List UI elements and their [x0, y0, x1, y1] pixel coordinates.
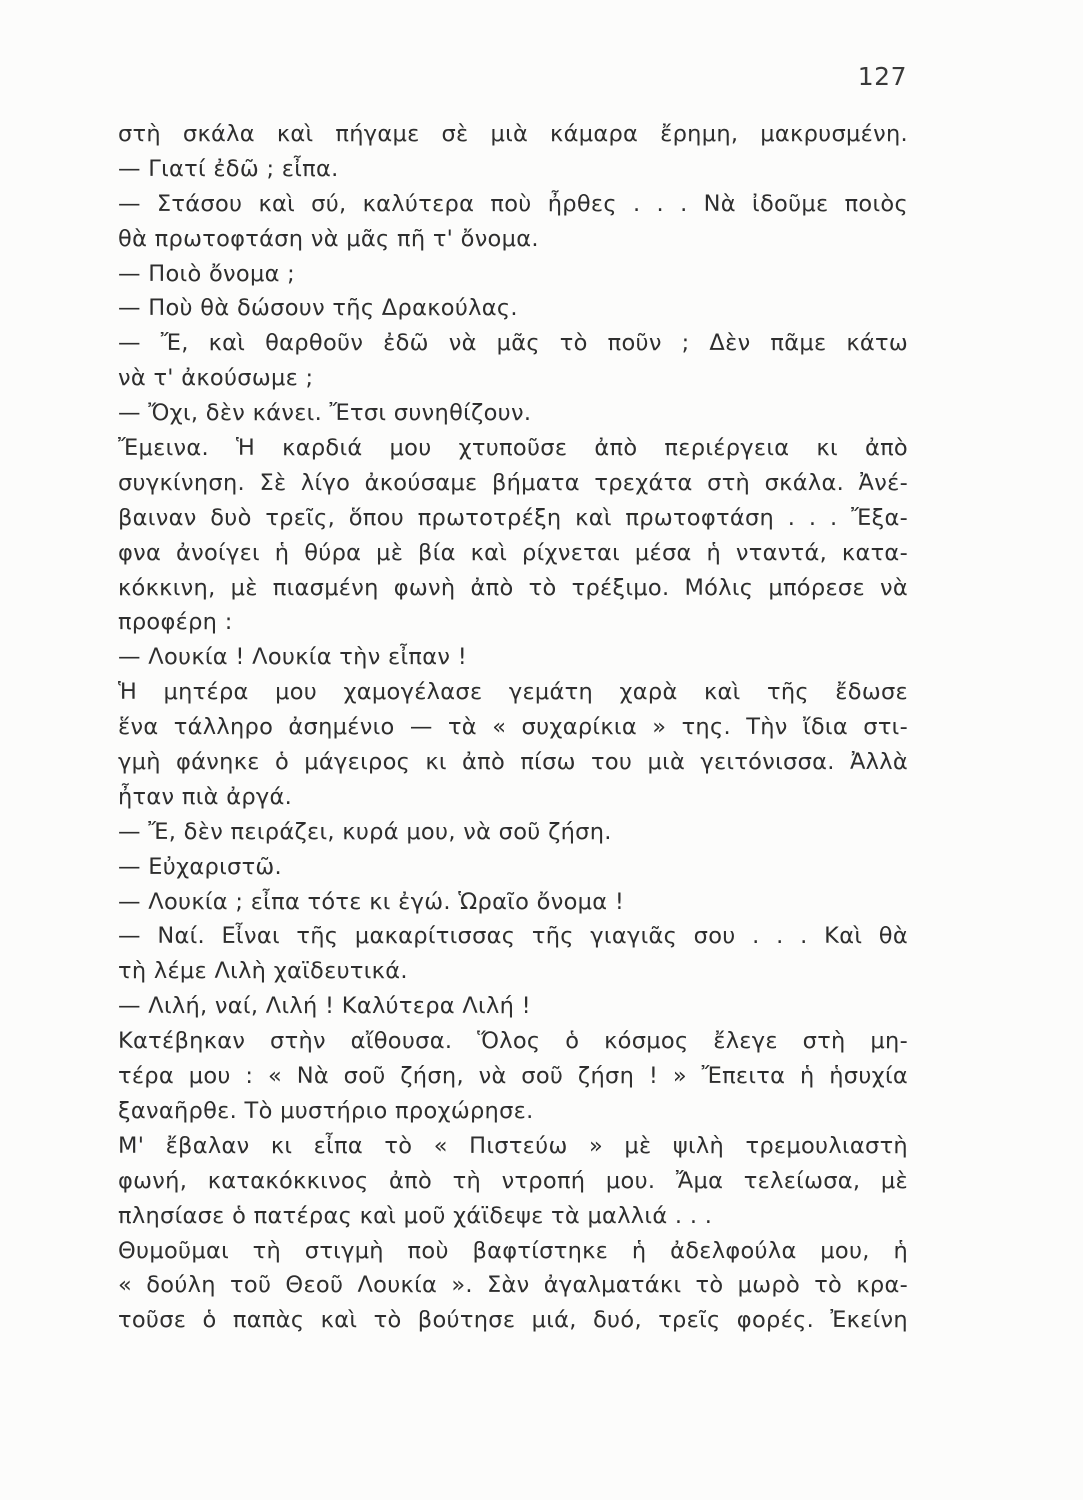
- text-line: — Λουκία ! Λουκία τὴν εἶπαν !: [118, 644, 468, 671]
- text-line: — Ναί. Εἶναι τῆς μακαρίτισσας τῆς γιαγιᾶς σου . . . Καὶ θὰ: [118, 923, 908, 950]
- text-line: στὴ σκάλα καὶ πήγαμε σὲ μιὰ κάμαρα ἔρημη, μακρυσμένη.: [118, 121, 908, 147]
- text-line: φωνή, κατακόκκινος ἀπὸ τὴ ντροπή μου. Ἄμα τελείωσα, μὲ: [118, 1167, 908, 1194]
- text-line: τοῦσε ὁ παπὰς καὶ τὸ βούτησε μιά, δυό, τρεῖς φορές. Ἐκείνη: [118, 1307, 908, 1334]
- text-line: — Εὐχαριστῶ.: [118, 853, 283, 880]
- text-line: — Γιατί ἐδῶ ; εἶπα.: [118, 155, 339, 182]
- text-line: προφέρη :: [118, 609, 233, 636]
- text-line: — Ποιὸ ὄνομα ;: [118, 260, 296, 287]
- text-line: — Ὄχι, δὲν κάνει. Ἔτσι συνηθίζουν.: [118, 400, 532, 427]
- text-line: ἦταν πιὰ ἀργά.: [118, 783, 293, 810]
- text-line: ἕνα τάλληρο ἀσημένιο — τὰ « συχαρίκια » της. Τὴν ἴδια στι-: [118, 714, 908, 741]
- text-line: — Ἔ, δὲν πειράζει, κυρά μου, νὰ σοῦ ζήση.: [118, 818, 612, 845]
- text-line: Κατέβηκαν στὴν αἴθουσα. Ὅλος ὁ κόσμος ἔλεγε στὴ μη-: [118, 1028, 908, 1055]
- text-line: γμὴ φάνηκε ὁ μάγειρος κι ἀπὸ πίσω του μιὰ γειτόνισσα. Ἀλλὰ: [118, 749, 908, 776]
- text-line: — Λιλή, ναί, Λιλή ! Καλύτερα Λιλή !: [118, 993, 531, 1020]
- text-line: — Ἔ, καὶ θαρθοῦν ἐδῶ νὰ μᾶς τὸ ποῦν ; Δὲν πᾶμε κάτω: [118, 330, 908, 357]
- text-line: τέρα μου : « Νὰ σοῦ ζήση, νὰ σοῦ ζήση ! » Ἔπειτα ἡ ἡσυχία: [118, 1063, 908, 1090]
- text-line: — Ποὺ θὰ δώσουν τῆς Δρακούλας.: [118, 295, 518, 322]
- page-number: 127: [857, 62, 907, 91]
- text-line: κόκκινη, μὲ πιασμένη φωνὴ ἀπὸ τὸ τρέξιμο. Μόλις μπόρεσε νὰ: [118, 574, 908, 601]
- text-line: — Στάσου καὶ σύ, καλύτερα ποὺ ἦρθες . . . Νὰ ἰδοῦμε ποιὸς: [118, 190, 908, 217]
- body-text: [118, 117, 908, 1338]
- text-line: « δούλη τοῦ Θεοῦ Λουκία ». Σὰν ἀγαλματάκι τὸ μωρὸ τὸ κρα-: [118, 1272, 908, 1299]
- text-line: συγκίνηση. Σὲ λίγο ἀκούσαμε βήματα τρεχάτα στὴ σκάλα. Ἀνέ-: [118, 469, 908, 496]
- text-line: Θυμοῦμαι τὴ στιγμὴ ποὺ βαφτίστηκε ἡ ἀδελφούλα μου, ἡ: [118, 1237, 908, 1264]
- text-line: ξαναῆρθε. Τὸ μυστήριο προχώρησε.: [118, 1097, 534, 1124]
- text-line: Ἡ μητέρα μου χαμογέλασε γεμάτη χαρὰ καὶ τῆς ἔδωσε: [118, 679, 908, 706]
- text-line: — Λουκία ; εἶπα τότε κι ἐγώ. Ὡραῖο ὄνομα !: [118, 888, 625, 915]
- text-line: νὰ τ' ἀκούσωμε ;: [118, 365, 314, 392]
- text-line: πλησίασε ὁ πατέρας καὶ μοῦ χάϊδεψε τὰ μαλλιά . . .: [118, 1202, 713, 1229]
- text-line: φνα ἀνοίγει ἡ θύρα μὲ βία καὶ ρίχνεται μέσα ἡ νταντά, κατα-: [118, 539, 908, 566]
- text-line: Μ' ἔβαλαν κι εἶπα τὸ « Πιστεύω » μὲ ψιλὴ τρεμουλιαστὴ: [118, 1132, 908, 1159]
- text-line: βαιναν δυὸ τρεῖς, ὅπου πρωτοτρέξη καὶ πρωτοφτάση . . . Ἔξα-: [118, 504, 908, 531]
- text-line: τὴ λέμε Λιλὴ χαϊδευτικά.: [118, 958, 408, 985]
- text-line: θὰ πρωτοφτάση νὰ μᾶς πῆ τ' ὄνομα.: [118, 225, 539, 252]
- text-line: Ἔμεινα. Ἡ καρδιά μου χτυποῦσε ἀπὸ περιέργεια κι ἀπὸ: [118, 435, 908, 462]
